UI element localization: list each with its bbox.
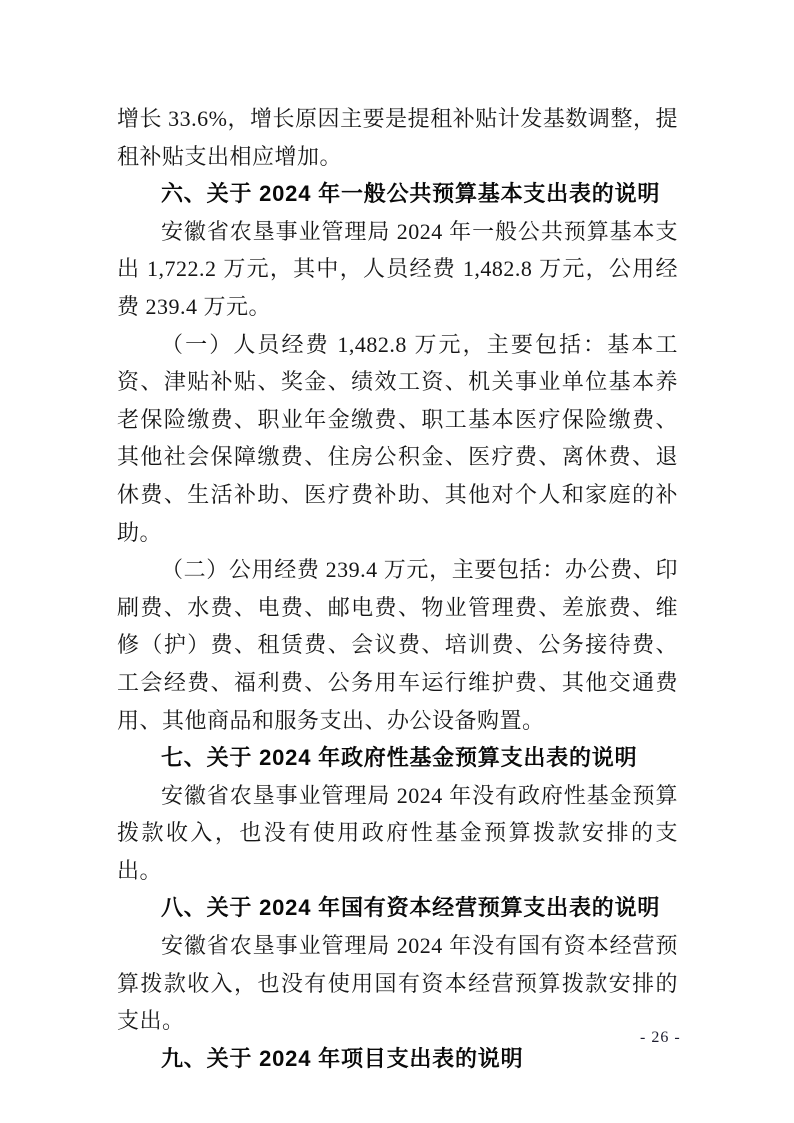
paragraph-state-capital-none: 安徽省农垦事业管理局 2024 年没有国有资本经营预算拨款收入，也没有使用国有资本经营预算拨款安排的支出。 [117, 933, 678, 1034]
heading-section-9-project-expenditure: 九、关于 2024 年项目支出表的说明 [161, 1045, 524, 1071]
paragraph-carryover-rent-subsidy: 增长 33.6%，增长原因主要是提租补贴计发基数调整，提租补贴支出相应增加。 [117, 106, 678, 169]
document-body [117, 100, 678, 1077]
heading-section-6-basic-expenditure: 六、关于 2024 年一般公共预算基本支出表的说明 [161, 181, 661, 207]
paragraph-basic-expenditure-total: 安徽省农垦事业管理局 2024 年一般公共预算基本支出 1,722.2 万元，其中，人员经费 1,482.8 万元，公用经费 239.4 万元。 [117, 218, 678, 319]
page-number: - 26 - [640, 1029, 681, 1046]
heading-section-8-state-capital-budget: 八、关于 2024 年国有资本经营预算支出表的说明 [161, 895, 661, 921]
heading-section-7-government-fund-budget: 七、关于 2024 年政府性基金预算支出表的说明 [161, 745, 638, 771]
paragraph-personnel-expense-detail: （一）人员经费 1,482.8 万元，主要包括：基本工资、津贴补贴、奖金、绩效工资、机关事业单位基本养老保险缴费、职业年金缴费、职工基本医疗保险缴费、其他社会保障缴费、住房公积金、医疗费、离休费、退休费、生活补助、医疗费补助、其他对个人和家庭的补助。 [117, 331, 678, 545]
paragraph-public-expense-detail: （二）公用经费 239.4 万元，主要包括：办公费、印刷费、水费、电费、邮电费、物业管理费、差旅费、维修（护）费、租赁费、会议费、培训费、公务接待费、工会经费、福利费、公务用车运行维护费、其他交通费用、其他商品和服务支出、办公设备购置。 [117, 557, 678, 733]
paragraph-government-fund-none: 安徽省农垦事业管理局 2024 年没有政府性基金预算拨款收入，也没有使用政府性基金预算拨款安排的支出。 [117, 782, 678, 883]
